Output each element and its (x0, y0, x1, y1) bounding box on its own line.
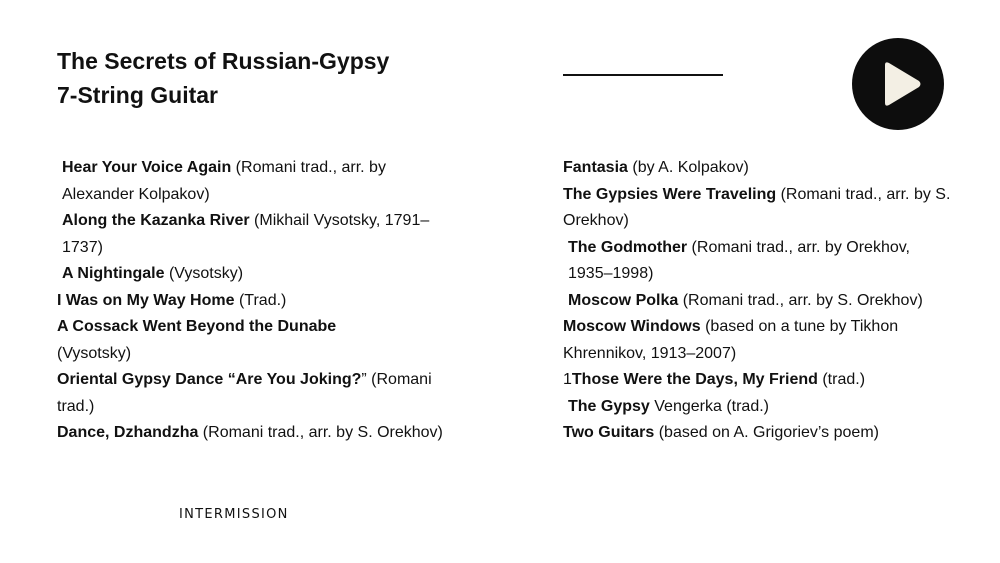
program-item (57, 155, 447, 208)
program-item (57, 420, 447, 447)
program-item (57, 288, 447, 315)
piece-title: Oriental Gypsy Dance “Are You Joking? (57, 371, 362, 388)
program-title-line-2: 7-String Guitar (57, 82, 219, 108)
piece-title: Hear Your Voice Again (62, 159, 232, 176)
program-title (57, 44, 477, 112)
program-title-line-1: The Secrets of Russian-Gypsy (57, 48, 390, 74)
piece-title: Those Were the Days, My Friend (571, 371, 818, 388)
piece-credit: (by A. Kolpakov) (627, 159, 749, 176)
piece-credit: (Vysotsky) (57, 344, 132, 362)
piece-title: A Cossack Went Beyond the Dunabe (57, 318, 337, 335)
program-item (563, 394, 953, 421)
piece-title: Along the Kazanka River (62, 212, 250, 229)
piece-title: Moscow Polka (568, 291, 679, 309)
piece-credit: (trad.) (817, 371, 866, 388)
play-icon (852, 38, 944, 130)
piece-title: Fantasia (563, 159, 628, 176)
program-item (563, 155, 953, 182)
intermission-label: INTERMISSION (179, 507, 289, 522)
program-item (563, 420, 953, 447)
piece-title: I Was on My Way Home (57, 291, 235, 309)
piece-credit: (Trad.) (234, 291, 287, 309)
program-item (563, 314, 953, 367)
piece-title: Two Guitars (563, 424, 655, 441)
piece-credit: Vengerka (trad.) (649, 397, 769, 415)
program-list-second-half (563, 155, 953, 447)
header-divider (563, 74, 723, 76)
piece-title: The Gypsies Were Traveling (563, 185, 777, 203)
piece-credit: (Mikhail Vysotsky, 1791–1737) (62, 212, 430, 256)
piece-title: Moscow Windows (563, 318, 701, 335)
piece-credit: (based on A. Grigoriev’s poem) (654, 424, 879, 441)
program-item: 1Those Were the Days, My Friend (trad.) (563, 371, 866, 388)
piece-credit: ” (Romani trad.) (57, 371, 432, 415)
piece-credit: (Romani trad., arr. by S. Orekhov) (198, 424, 443, 441)
program-item (563, 182, 953, 235)
program-item (57, 208, 447, 261)
piece-credit: (Vysotsky) (164, 265, 244, 282)
play-button[interactable] (852, 38, 944, 130)
piece-credit: (Romani trad., arr. by Alexander Kolpakov) (62, 159, 386, 203)
piece-credit: (based on a tune by Tikhon Khrennikov, 1913–2007) (563, 318, 899, 362)
piece-credit: (Romani trad., arr. by S. Orekhov) (678, 291, 923, 309)
piece-title: A Nightingale (62, 265, 165, 282)
piece-title: The Godmother (568, 238, 688, 256)
program-item (57, 261, 447, 288)
program-list-first-half (57, 155, 447, 447)
piece-credit: (Romani trad., arr. by S. Orekhov) (563, 185, 951, 229)
piece-title: The Gypsy (568, 397, 650, 415)
program-item (57, 367, 447, 420)
program-item (563, 235, 953, 288)
program-item (57, 314, 447, 367)
piece-title: Dance, Dzhandzha (57, 424, 199, 441)
piece-credit: (Romani trad., arr. by Orekhov, 1935–1998) (568, 238, 910, 282)
program-item (563, 288, 953, 315)
